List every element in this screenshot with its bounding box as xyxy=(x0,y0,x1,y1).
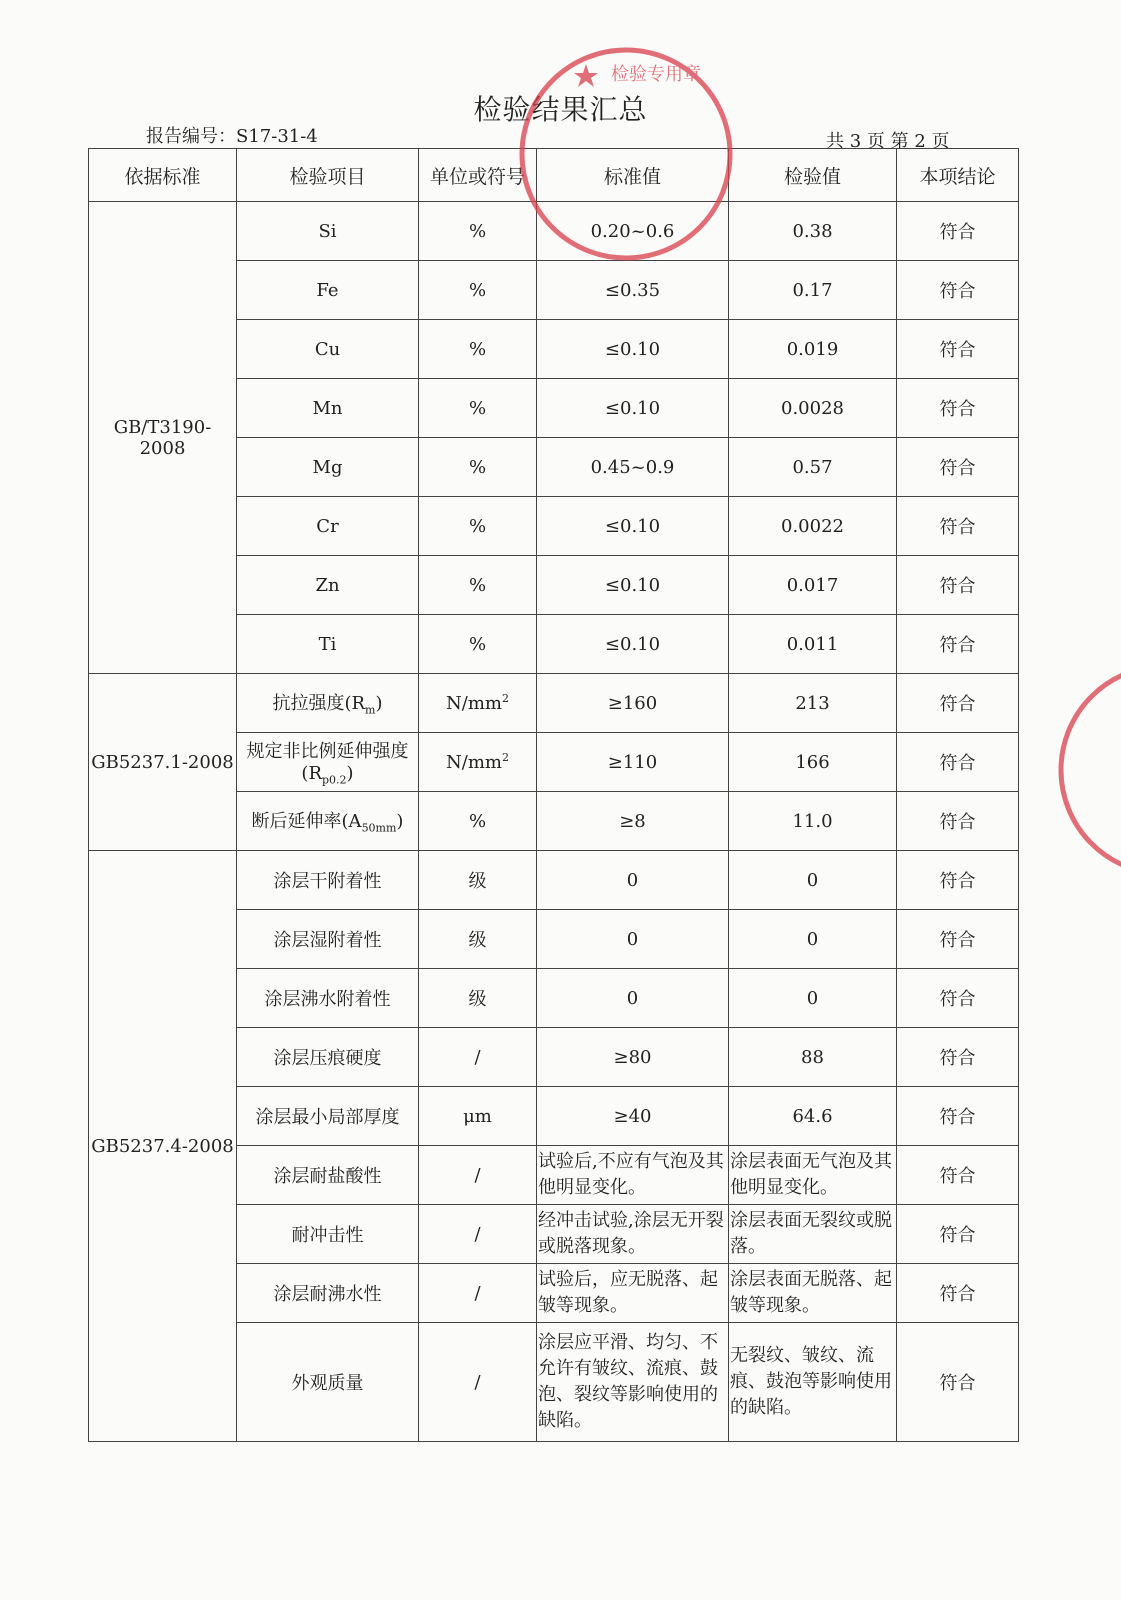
result-cell: 符合 xyxy=(897,1146,1019,1205)
value-cell: 88 xyxy=(729,1028,897,1087)
unit-cell xyxy=(419,1146,537,1205)
result-cell: 符合 xyxy=(897,202,1019,261)
item-cell xyxy=(237,969,419,1028)
unit-cell xyxy=(419,910,537,969)
spec-cell: ≥40 xyxy=(537,1087,729,1146)
item-cell xyxy=(237,1205,419,1264)
item-name: Ti xyxy=(318,633,337,655)
item-end: ) xyxy=(375,693,383,715)
standard-cell: GB5237.1-2008 xyxy=(89,674,237,851)
value-cell: 0 xyxy=(729,910,897,969)
item-cell xyxy=(237,1264,419,1323)
unit: 级 xyxy=(468,871,487,892)
item-cell xyxy=(237,556,419,615)
value-cell: 213 xyxy=(729,674,897,733)
spec-cell: ≥80 xyxy=(537,1028,729,1087)
item-cell xyxy=(237,1087,419,1146)
col-standard: 依据标准 xyxy=(89,149,237,202)
table-row xyxy=(89,202,1019,261)
item-cell xyxy=(237,497,419,556)
item-cell xyxy=(237,1323,419,1442)
result-cell: 符合 xyxy=(897,1264,1019,1323)
spec-cell: 0.45~0.9 xyxy=(537,438,729,497)
unit: % xyxy=(468,810,487,832)
table-row xyxy=(89,674,1019,733)
unit-cell xyxy=(419,556,537,615)
unit-cell xyxy=(419,1205,537,1264)
item-cell xyxy=(237,851,419,910)
star-icon xyxy=(574,64,598,87)
result-cell: 符合 xyxy=(897,1323,1019,1442)
stamp-lettering: 检验专用章 xyxy=(611,64,701,85)
unit-cell xyxy=(419,202,537,261)
result-cell: 符合 xyxy=(897,438,1019,497)
item-name: 涂层耐沸水性 xyxy=(273,1284,382,1305)
item-name: Cr xyxy=(316,515,339,537)
item-name: 涂层干附着性 xyxy=(273,871,382,892)
spec-cell: ≤0.10 xyxy=(537,497,729,556)
item-name: Fe xyxy=(316,279,339,301)
unit: % xyxy=(468,220,487,242)
value-cell: 0.38 xyxy=(729,202,897,261)
value-cell: 0 xyxy=(729,851,897,910)
col-item: 检验项目 xyxy=(237,149,419,202)
value-cell: 0.019 xyxy=(729,320,897,379)
spec-cell: 试验后,不应有气泡及其他明显变化。 xyxy=(537,1146,729,1205)
value-cell: 涂层表面无裂纹或脱落。 xyxy=(729,1205,897,1264)
unit: % xyxy=(468,397,487,419)
item-name: 抗拉强度(R xyxy=(272,693,366,715)
value-cell: 11.0 xyxy=(729,792,897,851)
spec-cell: ≤0.10 xyxy=(537,320,729,379)
value-cell: 0 xyxy=(729,969,897,1028)
unit: % xyxy=(468,338,487,360)
item-cell xyxy=(237,261,419,320)
unit-cell xyxy=(419,379,537,438)
result-cell: 符合 xyxy=(897,320,1019,379)
value-cell: 涂层表面无脱落、起皱等现象。 xyxy=(729,1264,897,1323)
item-cell xyxy=(237,615,419,674)
unit-cell xyxy=(419,1264,537,1323)
unit-cell xyxy=(419,851,537,910)
unit: N/mm xyxy=(446,752,502,773)
item-name: 涂层压痕硬度 xyxy=(273,1048,382,1069)
item-end: ) xyxy=(396,811,404,833)
item-cell xyxy=(237,379,419,438)
unit-cell xyxy=(419,674,537,733)
result-cell: 符合 xyxy=(897,615,1019,674)
unit: 级 xyxy=(468,930,487,951)
unit-cell xyxy=(419,438,537,497)
item-name: 涂层耐盐酸性 xyxy=(273,1166,382,1187)
unit: % xyxy=(468,515,487,537)
item-name: 涂层最小局部厚度 xyxy=(255,1107,400,1128)
unit-cell xyxy=(419,733,537,792)
item-cell xyxy=(237,202,419,261)
unit-cell xyxy=(419,1087,537,1146)
value-cell: 0.17 xyxy=(729,261,897,320)
value-cell: 0.57 xyxy=(729,438,897,497)
unit: % xyxy=(468,456,487,478)
unit-cell xyxy=(419,615,537,674)
item-subscript: p0.2 xyxy=(322,773,347,787)
value-cell: 0.017 xyxy=(729,556,897,615)
value-cell: 无裂纹、皱纹、流痕、鼓泡等影响使用的缺陷。 xyxy=(729,1323,897,1442)
value-cell: 0.011 xyxy=(729,615,897,674)
item-subscript: 50mm xyxy=(361,821,397,835)
spec-cell: ≥8 xyxy=(537,792,729,851)
result-cell: 符合 xyxy=(897,379,1019,438)
unit: % xyxy=(468,574,487,596)
col-result: 本项结论 xyxy=(897,149,1019,202)
result-cell: 符合 xyxy=(897,261,1019,320)
col-value: 检验值 xyxy=(729,149,897,202)
unit: / xyxy=(474,1371,481,1393)
item-name: 涂层湿附着性 xyxy=(273,930,382,951)
spec-cell: 试验后，应无脱落、起皱等现象。 xyxy=(537,1264,729,1323)
unit-cell xyxy=(419,320,537,379)
result-cell: 符合 xyxy=(897,1205,1019,1264)
standard-cell: GB/T3190-2008 xyxy=(89,202,237,674)
unit-cell xyxy=(419,1323,537,1442)
results-table xyxy=(88,148,1019,1442)
value-cell: 166 xyxy=(729,733,897,792)
item-cell xyxy=(237,438,419,497)
unit: / xyxy=(474,1046,481,1068)
unit: % xyxy=(468,279,487,301)
result-cell: 符合 xyxy=(897,497,1019,556)
spec-cell: ≤0.10 xyxy=(537,615,729,674)
item-cell xyxy=(237,792,419,851)
item-name: 耐冲击性 xyxy=(291,1225,364,1246)
item-name: 断后延伸率(A xyxy=(251,811,362,833)
result-cell: 符合 xyxy=(897,851,1019,910)
item-subscript: m xyxy=(365,703,376,717)
item-cell xyxy=(237,1146,419,1205)
col-unit: 单位或符号 xyxy=(419,149,537,202)
result-cell: 符合 xyxy=(897,969,1019,1028)
unit: μm xyxy=(463,1105,492,1127)
value-cell: 0.0028 xyxy=(729,379,897,438)
result-cell: 符合 xyxy=(897,674,1019,733)
result-cell: 符合 xyxy=(897,733,1019,792)
item-name: 涂层沸水附着性 xyxy=(264,989,391,1010)
value-cell: 64.6 xyxy=(729,1087,897,1146)
side-stamp xyxy=(1050,655,1121,885)
item-name: Si xyxy=(318,220,337,242)
spec-cell: ≤0.35 xyxy=(537,261,729,320)
spec-cell: 0 xyxy=(537,969,729,1028)
item-cell xyxy=(237,733,419,792)
item-name: Cu xyxy=(314,338,341,360)
spec-cell: 0 xyxy=(537,851,729,910)
unit: / xyxy=(474,1282,481,1304)
value-cell: 0.0022 xyxy=(729,497,897,556)
value-cell: 涂层表面无气泡及其他明显变化。 xyxy=(729,1146,897,1205)
item-cell xyxy=(237,910,419,969)
unit: / xyxy=(474,1164,481,1186)
item-name: 规定非比例延伸强度(R xyxy=(246,741,409,785)
result-cell: 符合 xyxy=(897,792,1019,851)
result-cell: 符合 xyxy=(897,1087,1019,1146)
item-name: Zn xyxy=(315,574,340,596)
unit: % xyxy=(468,633,487,655)
unit-cell xyxy=(419,969,537,1028)
item-cell xyxy=(237,320,419,379)
unit-cell xyxy=(419,1028,537,1087)
page-count: 共 3 页 第 2 页 xyxy=(826,131,950,152)
result-cell: 符合 xyxy=(897,1028,1019,1087)
unit: 级 xyxy=(468,989,487,1010)
spec-cell: 涂层应平滑、均匀、不允许有皱纹、流痕、鼓泡、裂纹等影响使用的缺陷。 xyxy=(537,1323,729,1442)
unit-cell xyxy=(419,497,537,556)
unit: N/mm xyxy=(446,693,502,714)
spec-cell: 0.20~0.6 xyxy=(537,202,729,261)
result-cell: 符合 xyxy=(897,910,1019,969)
unit-superscript: 2 xyxy=(501,692,509,705)
item-name: Mn xyxy=(312,397,343,419)
spec-cell: 0 xyxy=(537,910,729,969)
header-row xyxy=(89,149,1019,202)
result-cell: 符合 xyxy=(897,556,1019,615)
spec-cell: 经冲击试验,涂层无开裂或脱落现象。 xyxy=(537,1205,729,1264)
item-cell xyxy=(237,1028,419,1087)
unit: / xyxy=(474,1223,481,1245)
unit-cell xyxy=(419,792,537,851)
unit-superscript: 2 xyxy=(501,751,509,764)
spec-cell: ≥160 xyxy=(537,674,729,733)
page-title: 检验结果汇总 xyxy=(473,93,648,126)
standard-cell: GB5237.4-2008 xyxy=(89,851,237,1442)
spec-cell: ≥110 xyxy=(537,733,729,792)
spec-cell: ≤0.10 xyxy=(537,556,729,615)
table-row xyxy=(89,851,1019,910)
report-number: 报告编号：S17-31-4 xyxy=(146,126,318,147)
item-cell xyxy=(237,674,419,733)
item-end: ) xyxy=(346,763,354,785)
spec-cell: ≤0.10 xyxy=(537,379,729,438)
unit-cell xyxy=(419,261,537,320)
item-name: 外观质量 xyxy=(291,1373,364,1394)
item-name: Mg xyxy=(312,456,343,478)
col-spec: 标准值 xyxy=(537,149,729,202)
